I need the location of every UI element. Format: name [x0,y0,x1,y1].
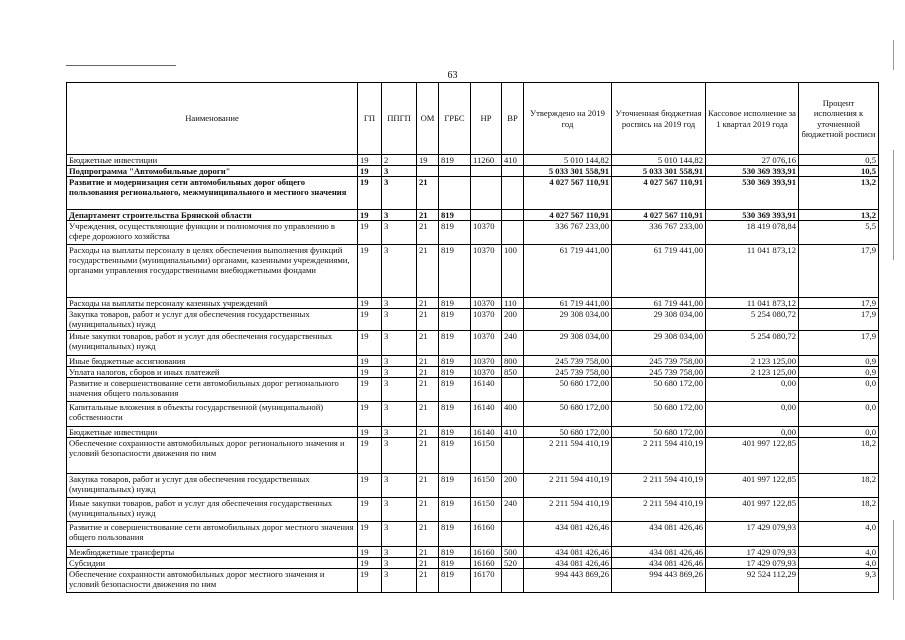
cell-grbs: 819 [439,427,471,438]
col-header-vr: ВР [502,83,524,155]
cell-cash: 92 524 112,29 [706,569,799,593]
cell-ppgp: 3 [382,474,417,498]
cell-ppgp: 3 [382,522,417,547]
col-header-grbs: ГРБС [439,83,471,155]
cell-np: 16160 [471,522,502,547]
cell-gp: 19 [358,367,382,378]
cell-grbs: 819 [439,309,471,331]
table-row [67,245,879,298]
cell-name: Бюджетные инвестиции [67,155,358,166]
header-row [67,83,879,155]
cell-name: Закупка товаров, работ и услуг для обеспечения государственных (муниципальных) нужд [67,474,358,498]
cell-grbs [439,177,471,210]
cell-ppgp: 3 [382,356,417,367]
budget-table [66,82,879,593]
cell-om: 21 [417,298,439,309]
cell-approved: 5 010 144,82 [524,155,612,166]
cell-name: Иные закупки товаров, работ и услуг для обеспечения государственных (муниципальных) нужд [67,498,358,522]
cell-gp: 19 [358,402,382,427]
table-row [67,569,879,593]
cell-np: 16150 [471,438,502,474]
edge-mark [893,520,894,600]
cell-np [471,166,502,177]
cell-name: Обеспечение сохранности автомобильных дорог местного значения и условий безопасности движения по ним [67,569,358,593]
cell-vr [502,221,524,245]
cell-name: Иные бюджетные ассигнования [67,356,358,367]
cell-approved: 245 739 758,00 [524,367,612,378]
page-number: 63 [447,70,458,81]
cell-gp: 19 [358,155,382,166]
cell-percent: 0,0 [799,378,879,402]
col-header-percent: Процент исполнения к уточненной бюджетной росписи [799,83,879,155]
cell-om: 21 [417,245,439,298]
cell-percent: 13,2 [799,177,879,210]
cell-refined: 50 680 172,00 [612,378,706,402]
table-row [67,221,879,245]
cell-np: 10370 [471,367,502,378]
cell-np: 16170 [471,569,502,593]
cell-approved: 61 719 441,00 [524,298,612,309]
cell-np: 10370 [471,298,502,309]
cell-gp: 19 [358,569,382,593]
cell-om: 21 [417,427,439,438]
table-row [67,210,879,221]
cell-name: Расходы на выплаты персоналу в целях обеспечения выполнения функций государственными (муниципальными) органами, казенными учреждениями, органами управления государственными внебюджетными фондами [67,245,358,298]
cell-approved: 434 081 426,46 [524,522,612,547]
cell-refined: 994 443 869,26 [612,569,706,593]
table-row [67,378,879,402]
table-row [67,309,879,331]
cell-cash: 0,00 [706,402,799,427]
cell-refined: 4 027 567 110,91 [612,210,706,221]
cell-np: 10370 [471,221,502,245]
cell-ppgp: 3 [382,221,417,245]
cell-approved: 61 719 441,00 [524,245,612,298]
cell-om: 21 [417,569,439,593]
cell-ppgp: 3 [382,331,417,356]
cell-percent: 17,9 [799,298,879,309]
table-row [67,402,879,427]
cell-ppgp: 3 [382,177,417,210]
cell-om: 21 [417,547,439,558]
cell-gp: 19 [358,309,382,331]
table-row [67,166,879,177]
cell-name: Развитие и модернизация сети автомобильных дорог общего пользования регионального, межмуниципального и местного значения [67,177,358,210]
cell-cash: 401 997 122,85 [706,474,799,498]
table-row [67,367,879,378]
cell-vr [502,166,524,177]
cell-cash: 5 254 080,72 [706,309,799,331]
cell-om: 21 [417,331,439,356]
cell-name: Закупка товаров, работ и услуг для обеспечения государственных (муниципальных) нужд [67,309,358,331]
cell-approved: 4 027 567 110,91 [524,177,612,210]
cell-grbs: 819 [439,438,471,474]
cell-om: 21 [417,221,439,245]
cell-np: 16140 [471,378,502,402]
table-row [67,438,879,474]
cell-percent: 17,9 [799,331,879,356]
cell-ppgp: 3 [382,558,417,569]
cell-refined: 434 081 426,46 [612,558,706,569]
cell-np: 16140 [471,427,502,438]
cell-cash: 5 254 080,72 [706,331,799,356]
cell-vr [502,210,524,221]
cell-percent: 0,9 [799,356,879,367]
cell-refined: 29 308 034,00 [612,331,706,356]
cell-vr [502,378,524,402]
cell-np: 16140 [471,402,502,427]
cell-vr: 240 [502,331,524,356]
cell-grbs: 819 [439,210,471,221]
cell-ppgp: 3 [382,298,417,309]
cell-np: 16160 [471,547,502,558]
col-header-om: ОМ [417,83,439,155]
cell-gp: 19 [358,547,382,558]
cell-name: Межбюджетные трансферты [67,547,358,558]
cell-cash: 530 369 393,91 [706,177,799,210]
cell-refined: 2 211 594 410,19 [612,438,706,474]
cell-percent: 5,5 [799,221,879,245]
cell-refined: 2 211 594 410,19 [612,474,706,498]
cell-om: 21 [417,309,439,331]
cell-cash: 0,00 [706,378,799,402]
header-rule [66,65,176,66]
table-row [67,522,879,547]
cell-cash: 401 997 122,85 [706,498,799,522]
cell-grbs: 819 [439,298,471,309]
cell-grbs: 819 [439,569,471,593]
cell-np: 10370 [471,356,502,367]
cell-gp: 19 [358,177,382,210]
cell-approved: 994 443 869,26 [524,569,612,593]
cell-ppgp: 3 [382,569,417,593]
edge-mark [893,150,894,260]
cell-np: 10370 [471,309,502,331]
cell-vr: 110 [502,298,524,309]
cell-percent: 18,2 [799,498,879,522]
cell-approved: 434 081 426,46 [524,558,612,569]
cell-percent: 0,5 [799,155,879,166]
cell-cash: 401 997 122,85 [706,438,799,474]
cell-np: 16150 [471,498,502,522]
cell-percent: 13,2 [799,210,879,221]
cell-grbs: 819 [439,498,471,522]
cell-grbs: 819 [439,221,471,245]
cell-name: Подпрограмма "Автомобильные дороги" [67,166,358,177]
cell-refined: 434 081 426,46 [612,522,706,547]
cell-cash: 530 369 393,91 [706,166,799,177]
cell-cash: 2 123 125,00 [706,367,799,378]
cell-vr [502,438,524,474]
col-header-name: Наименование [67,83,358,155]
cell-refined: 336 767 233,00 [612,221,706,245]
cell-gp: 19 [358,210,382,221]
table-row [67,547,879,558]
cell-cash: 17 429 079,93 [706,522,799,547]
cell-name: Обеспечение сохранности автомобильных дорог регионального значения и условий безопасности движения по ним [67,438,358,474]
cell-refined: 434 081 426,46 [612,547,706,558]
cell-grbs: 819 [439,522,471,547]
cell-gp: 19 [358,298,382,309]
cell-name: Иные закупки товаров, работ и услуг для обеспечения государственных (муниципальных) нужд [67,331,358,356]
cell-grbs: 819 [439,356,471,367]
table-row [67,356,879,367]
cell-name: Субсидии [67,558,358,569]
cell-percent: 18,2 [799,474,879,498]
cell-approved: 2 211 594 410,19 [524,474,612,498]
cell-refined: 4 027 567 110,91 [612,177,706,210]
table-row [67,558,879,569]
cell-vr [502,522,524,547]
cell-gp: 19 [358,558,382,569]
cell-gp: 19 [358,522,382,547]
cell-om: 21 [417,177,439,210]
cell-cash: 11 041 873,12 [706,245,799,298]
cell-percent: 17,9 [799,309,879,331]
cell-approved: 4 027 567 110,91 [524,210,612,221]
cell-approved: 50 680 172,00 [524,378,612,402]
cell-name: Учреждения, осуществляющие функции и полномочия по управлению в сфере дорожного хозяйства [67,221,358,245]
cell-gp: 19 [358,221,382,245]
cell-grbs: 819 [439,402,471,427]
table-row [67,177,879,210]
cell-np: 10370 [471,245,502,298]
cell-vr: 850 [502,367,524,378]
cell-percent: 9,3 [799,569,879,593]
cell-cash: 11 041 873,12 [706,298,799,309]
cell-percent: 4,0 [799,547,879,558]
cell-cash: 2 123 125,00 [706,356,799,367]
cell-gp: 19 [358,427,382,438]
cell-ppgp: 3 [382,547,417,558]
cell-approved: 50 680 172,00 [524,402,612,427]
cell-ppgp: 3 [382,367,417,378]
cell-vr: 520 [502,558,524,569]
cell-name: Бюджетные инвестиции [67,427,358,438]
cell-gp: 19 [358,474,382,498]
cell-ppgp: 3 [382,245,417,298]
cell-ppgp: 3 [382,309,417,331]
cell-vr: 500 [502,547,524,558]
cell-grbs: 819 [439,155,471,166]
cell-om: 21 [417,367,439,378]
cell-grbs [439,166,471,177]
cell-refined: 50 680 172,00 [612,427,706,438]
cell-refined: 245 739 758,00 [612,356,706,367]
cell-percent: 4,0 [799,558,879,569]
cell-refined: 29 308 034,00 [612,309,706,331]
cell-percent: 0,9 [799,367,879,378]
cell-gp: 19 [358,331,382,356]
cell-om: 21 [417,210,439,221]
cell-gp: 19 [358,498,382,522]
cell-approved: 434 081 426,46 [524,547,612,558]
cell-grbs: 819 [439,331,471,356]
cell-ppgp: 3 [382,498,417,522]
cell-np [471,177,502,210]
table-row [67,298,879,309]
cell-vr [502,177,524,210]
cell-name: Развитие и совершенствование сети автомобильных дорог местного значения общего пользования [67,522,358,547]
cell-om: 21 [417,558,439,569]
cell-ppgp: 3 [382,438,417,474]
cell-approved: 336 767 233,00 [524,221,612,245]
cell-vr [502,569,524,593]
cell-percent: 10,5 [799,166,879,177]
cell-grbs: 819 [439,378,471,402]
edge-mark [893,40,894,70]
cell-approved: 2 211 594 410,19 [524,498,612,522]
cell-grbs: 819 [439,558,471,569]
cell-om: 21 [417,438,439,474]
cell-cash: 18 419 078,84 [706,221,799,245]
cell-ppgp: 3 [382,378,417,402]
cell-name: Капитальные вложения в объекты государственной (муниципальной) собственности [67,402,358,427]
cell-om: 21 [417,522,439,547]
cell-grbs: 819 [439,547,471,558]
cell-grbs: 819 [439,367,471,378]
cell-percent: 4,0 [799,522,879,547]
col-header-cash: Кассовое исполнение за 1 квартал 2019 года [706,83,799,155]
cell-refined: 245 739 758,00 [612,367,706,378]
cell-vr: 100 [502,245,524,298]
cell-approved: 29 308 034,00 [524,331,612,356]
cell-approved: 29 308 034,00 [524,309,612,331]
cell-gp: 19 [358,245,382,298]
table-row [67,498,879,522]
cell-np: 10370 [471,331,502,356]
cell-refined: 50 680 172,00 [612,402,706,427]
cell-np: 16160 [471,558,502,569]
cell-om: 21 [417,498,439,522]
col-header-refined: Уточненная бюджетная роспись на 2019 год [612,83,706,155]
cell-om: 21 [417,474,439,498]
cell-approved: 50 680 172,00 [524,427,612,438]
cell-cash: 27 076,16 [706,155,799,166]
cell-om: 21 [417,402,439,427]
cell-np [471,210,502,221]
cell-cash: 530 369 393,91 [706,210,799,221]
table-row [67,474,879,498]
cell-gp: 19 [358,356,382,367]
cell-name: Департамент строительства Брянской области [67,210,358,221]
cell-percent: 17,9 [799,245,879,298]
cell-name: Расходы на выплаты персоналу казенных учреждений [67,298,358,309]
table-row [67,331,879,356]
cell-ppgp: 3 [382,210,417,221]
cell-percent: 0,0 [799,402,879,427]
cell-gp: 19 [358,438,382,474]
cell-cash: 17 429 079,93 [706,558,799,569]
cell-refined: 61 719 441,00 [612,298,706,309]
cell-refined: 61 719 441,00 [612,245,706,298]
cell-om [417,166,439,177]
cell-vr: 240 [502,498,524,522]
cell-np: 11260 [471,155,502,166]
table-row [67,155,879,166]
cell-name: Развитие и совершенствование сети автомобильных дорог регионального значения общего пользования [67,378,358,402]
cell-ppgp: 2 [382,155,417,166]
cell-approved: 245 739 758,00 [524,356,612,367]
cell-gp: 19 [358,166,382,177]
cell-grbs: 819 [439,245,471,298]
cell-cash: 0,00 [706,427,799,438]
cell-vr: 410 [502,155,524,166]
cell-om: 21 [417,356,439,367]
cell-vr: 400 [502,402,524,427]
col-header-approved: Утверждено на 2019 год [524,83,612,155]
cell-name: Уплата налогов, сборов и иных платежей [67,367,358,378]
col-header-gp: ГП [358,83,382,155]
cell-ppgp: 3 [382,427,417,438]
cell-grbs: 819 [439,474,471,498]
col-header-ppgp: ППГП [382,83,417,155]
cell-refined: 5 010 144,82 [612,155,706,166]
cell-vr: 410 [502,427,524,438]
table-body [67,155,879,593]
cell-vr: 800 [502,356,524,367]
cell-approved: 2 211 594 410,19 [524,438,612,474]
cell-gp: 19 [358,378,382,402]
cell-vr: 200 [502,474,524,498]
cell-approved: 5 033 301 558,91 [524,166,612,177]
cell-om: 19 [417,155,439,166]
cell-np: 16150 [471,474,502,498]
cell-percent: 0,0 [799,427,879,438]
cell-refined: 5 033 301 558,91 [612,166,706,177]
cell-om: 21 [417,378,439,402]
table-row [67,427,879,438]
cell-cash: 17 429 079,93 [706,547,799,558]
cell-vr: 200 [502,309,524,331]
cell-ppgp: 3 [382,166,417,177]
cell-percent: 18,2 [799,438,879,474]
cell-refined: 2 211 594 410,19 [612,498,706,522]
cell-ppgp: 3 [382,402,417,427]
col-header-np: НР [471,83,502,155]
